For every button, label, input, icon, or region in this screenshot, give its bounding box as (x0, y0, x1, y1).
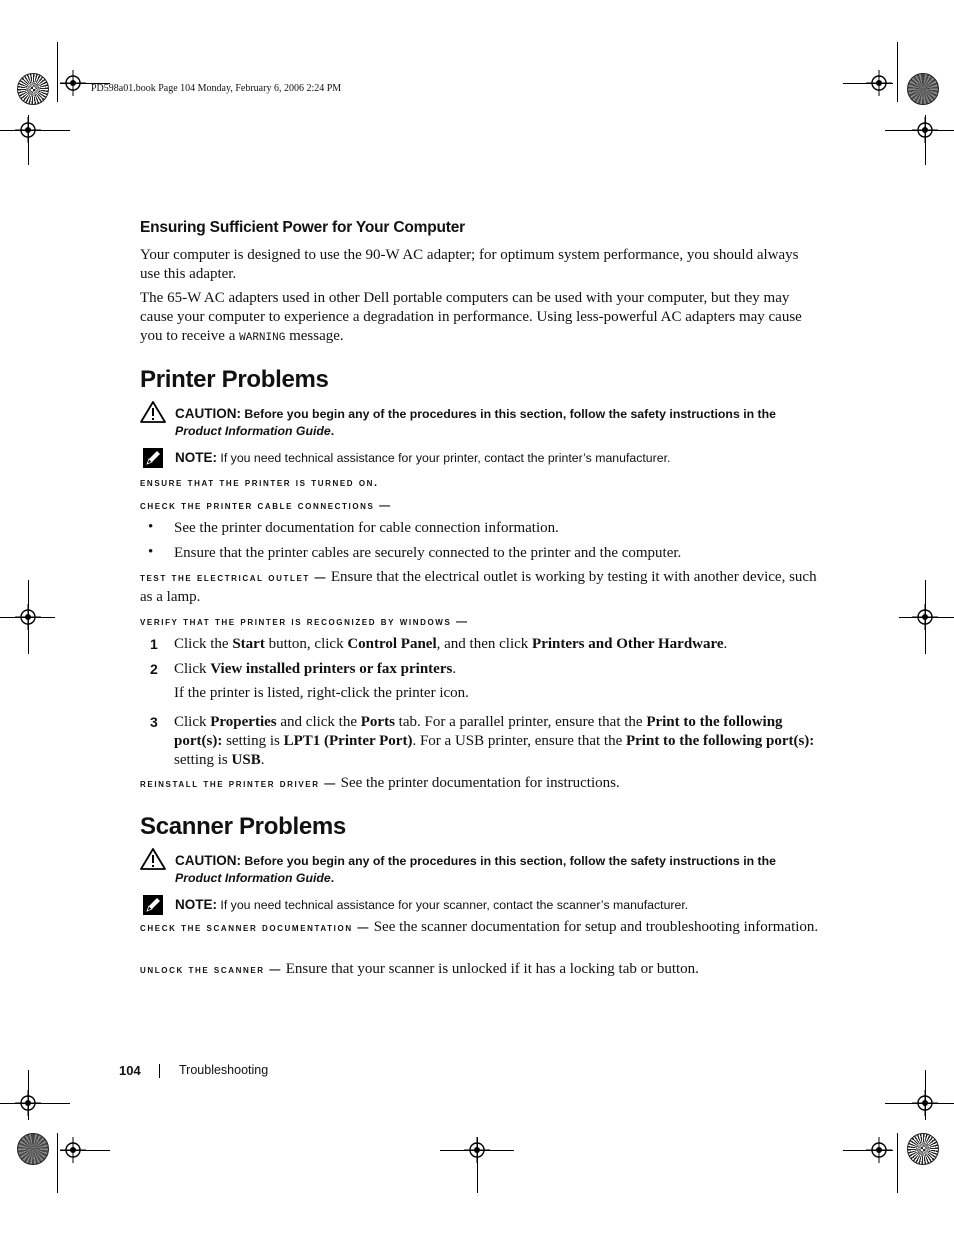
step-number: 3 (150, 714, 158, 730)
color-bar-disk-icon (907, 1133, 939, 1165)
step-3: Click Properties and click the Ports tab. For a parallel printer, ensure that the Print to the following port(s): setting is LPT1 (Printer Port). For a USB printer, ensure that the Print to the following port(s): setting is USB. (174, 714, 815, 768)
crop-mark (897, 1133, 898, 1193)
registration-mark-icon (15, 117, 41, 143)
footer-divider (159, 1064, 160, 1078)
scanner-documentation-check: check the scanner documentation — See the scanner documentation for setup and troubleshooting information. (140, 919, 819, 935)
page-number: 104 (119, 1063, 141, 1078)
color-bar-disk-icon (17, 73, 49, 105)
power-paragraph-2: The 65-W AC adapters used in other Dell portable computers can be used with your computer, but they may cause your computer to experience a degradation in performance. Using less-powerful AC adapters may cause you to receive a WARNING message. (140, 290, 802, 344)
registration-mark-icon (912, 117, 938, 143)
step-2: Click View installed printers or fax printers. (174, 661, 457, 677)
registration-mark-icon (15, 1090, 41, 1116)
color-bar-disk-icon (17, 1133, 49, 1165)
step-1: Click the Start button, click Control Panel, and then click Printers and Other Hardware. (174, 636, 728, 652)
step-2-detail: If the printer is listed, right-click the printer icon. (174, 685, 469, 701)
step-number: 2 (150, 661, 158, 677)
power-heading: Ensuring Sufficient Power for Your Computer (140, 219, 465, 236)
scanner-section-title: Scanner Problems (140, 813, 346, 840)
scanner-unlock-check: unlock the scanner — Ensure that your scanner is unlocked if it has a locking tab or button. (140, 961, 699, 977)
crop-mark (57, 1133, 58, 1193)
reinstall-driver: reinstall the printer driver — See the printer documentation for instructions. (140, 775, 620, 791)
registration-mark-icon (866, 1137, 892, 1163)
outlet-check: test the electrical outlet — Ensure that the electrical outlet is working by testing it with another device, such as a lamp. (140, 569, 817, 605)
registration-mark-icon (60, 70, 86, 96)
registration-mark-icon (912, 604, 938, 630)
registration-mark-icon (464, 1137, 490, 1163)
list-item: See the printer documentation for cable connection information. (174, 520, 559, 536)
registration-mark-icon (866, 70, 892, 96)
printer-note: NOTE: If you need technical assistance for your printer, contact the printer’s manufacturer. (175, 450, 671, 465)
registration-mark-icon (912, 1090, 938, 1116)
scanner-note: NOTE: If you need technical assistance for your scanner, contact the scanner’s manufacturer. (175, 897, 689, 912)
caution-triangle-icon (140, 401, 166, 423)
crop-mark (897, 42, 898, 102)
step-number: 1 (150, 636, 158, 652)
list-item: Ensure that the printer cables are securely connected to the printer and the computer. (174, 545, 682, 561)
printer-section-title: Printer Problems (140, 366, 329, 393)
printer-power-check: ensure that the printer is turned on. (140, 477, 379, 489)
bullet-marker: • (148, 544, 154, 560)
scanner-caution: CAUTION: Before you begin any of the procedures in this section, follow the safety instructions in the Product Information Guide. (175, 853, 776, 885)
caution-triangle-icon (140, 848, 166, 870)
windows-recognition-check: verify that the printer is recognized by windows — (140, 616, 469, 628)
registration-mark-icon (60, 1137, 86, 1163)
note-pencil-icon (142, 894, 164, 916)
printer-cable-check: check the printer cable connections — (140, 500, 392, 512)
note-pencil-icon (142, 447, 164, 469)
printer-caution: CAUTION: Before you begin any of the procedures in this section, follow the safety instructions in the Product Information Guide. (175, 406, 776, 438)
power-paragraph-1: Your computer is designed to use the 90-W AC adapter; for optimum system performance, you should always use this adapter. (140, 247, 799, 282)
footer-section-name: Troubleshooting (179, 1063, 269, 1077)
registration-mark-icon (15, 604, 41, 630)
warning-code: WARNING (239, 332, 286, 344)
color-bar-disk-icon (907, 73, 939, 105)
print-slug: PD598a01.book Page 104 Monday, February 6, 2006 2:24 PM (91, 83, 342, 94)
bullet-marker: • (148, 519, 154, 535)
crop-mark (57, 42, 58, 102)
